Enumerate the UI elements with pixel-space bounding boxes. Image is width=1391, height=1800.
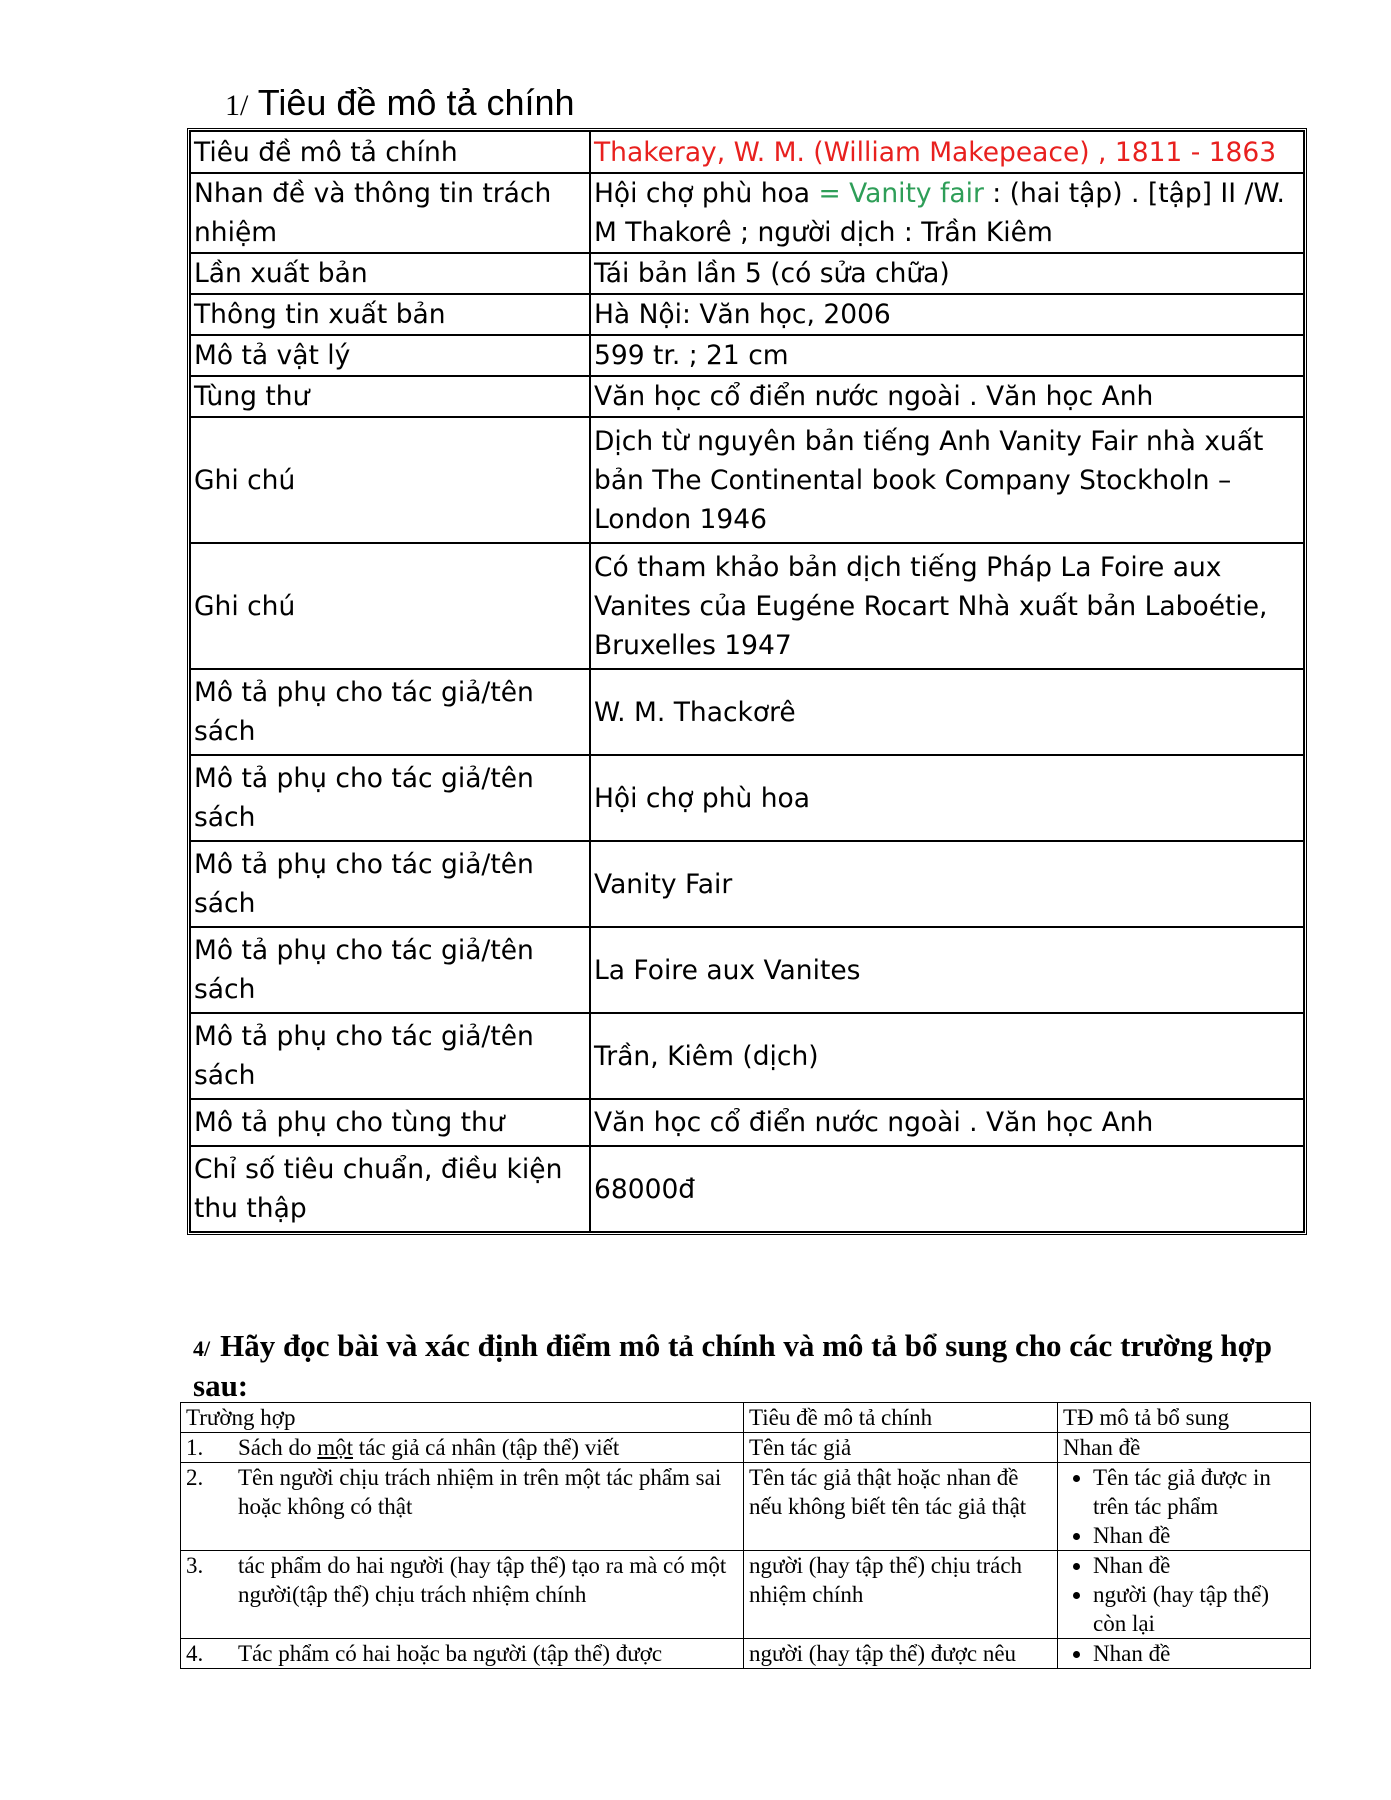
added-entry-cell <box>1058 1551 1311 1639</box>
table-row <box>190 669 1304 755</box>
case-text: Tác phẩm có hai hoặc ba người (tập thể) được <box>238 1641 663 1666</box>
main-heading-cell: Tên tác giả thật hoặc nhan đề nếu không biết tên tác giả thật <box>744 1463 1058 1551</box>
field-label: Ghi chú <box>190 417 590 543</box>
case-number: 1. <box>186 1435 204 1460</box>
field-value: Tái bản lần 5 (có sửa chữa) <box>590 253 1304 294</box>
field-value: Có tham khảo bản dịch tiếng Pháp La Foire aux Vanites của Eugéne Rocart Nhà xuất bản Laboétie, Bruxelles 1947 <box>590 543 1304 669</box>
section1-heading <box>225 82 575 124</box>
field-label: Thông tin xuất bản <box>190 294 590 335</box>
main-heading-cell: người (hay tập thể) được nêu <box>744 1639 1058 1669</box>
table-row <box>181 1433 1311 1463</box>
field-value: La Foire aux Vanites <box>590 927 1304 1013</box>
section1-number: 1/ <box>225 89 249 122</box>
field-value: 68000đ <box>590 1146 1304 1232</box>
list-item: • người (hay tập thể) còn lại <box>1093 1580 1306 1638</box>
case-cell <box>181 1463 744 1551</box>
added-entry-cell: Nhan đề <box>1058 1433 1311 1463</box>
column-header: TĐ mô tả bổ sung <box>1058 1403 1311 1433</box>
added-entry-cell <box>1058 1463 1311 1551</box>
table-row <box>190 1013 1304 1099</box>
field-label: Mô tả phụ cho tác giả/tên sách <box>190 755 590 841</box>
list-item: • Nhan đề <box>1093 1639 1306 1668</box>
column-header: Trường hợp <box>181 1403 744 1433</box>
table-row <box>190 173 1304 253</box>
list-item: • Nhan đề <box>1093 1521 1306 1550</box>
main-heading-cell: Tên tác giả <box>744 1433 1058 1463</box>
field-value: Hà Nội: Văn học, 2006 <box>590 294 1304 335</box>
section1-title: Tiêu đề mô tả chính <box>257 82 575 123</box>
title-parallel: = Vanity fair <box>818 178 984 209</box>
table-header-row <box>181 1403 1311 1433</box>
field-value-main-heading: Thakeray, W. M. (William Makepeace) , 1811 - 1863 <box>590 131 1304 173</box>
case-text <box>238 1433 739 1462</box>
field-label: Mô tả phụ cho tác giả/tên sách <box>190 841 590 927</box>
column-header: Tiêu đề mô tả chính <box>744 1403 1058 1433</box>
field-label: Tiêu đề mô tả chính <box>190 131 590 173</box>
case-text: tác phẩm do hai người (hay tập thể) tạo ra mà có một người(tập thể) chịu trách nhiệm chính <box>238 1553 727 1607</box>
field-label: Ghi chú <box>190 543 590 669</box>
section4-title: Hãy đọc bài và xác định điểm mô tả chính và mô tả bổ sung cho các trường hợp sau: <box>193 1328 1273 1403</box>
table-row <box>190 417 1304 543</box>
table-row <box>190 927 1304 1013</box>
field-label: Lần xuất bản <box>190 253 590 294</box>
case-cell <box>181 1639 744 1669</box>
field-value: Trần, Kiêm (dịch) <box>590 1013 1304 1099</box>
list-item: • Nhan đề <box>1093 1551 1306 1580</box>
case-number: 2. <box>186 1465 204 1490</box>
table-row <box>190 1099 1304 1146</box>
table-row <box>190 335 1304 376</box>
table-row <box>181 1551 1311 1639</box>
field-label: Nhan đề và thông tin trách nhiệm <box>190 173 590 253</box>
catalog-record-table <box>189 130 1305 1233</box>
added-entry-cell <box>1058 1639 1311 1669</box>
table-row <box>190 755 1304 841</box>
case-cell <box>181 1433 744 1463</box>
field-label: Chỉ số tiêu chuẩn, điều kiện thu thập <box>190 1146 590 1232</box>
case-number: 3. <box>186 1553 204 1578</box>
table-row <box>190 1146 1304 1232</box>
table-row <box>190 376 1304 417</box>
table-row <box>190 131 1304 173</box>
field-value: Văn học cổ điển nước ngoài . Văn học Anh <box>590 376 1304 417</box>
field-value: Văn học cổ điển nước ngoài . Văn học Anh <box>590 1099 1304 1146</box>
case-text-underlined: một <box>317 1435 353 1460</box>
list-item: • Tên tác giả được in trên tác phẩm <box>1093 1463 1306 1521</box>
cases-table <box>180 1402 1311 1669</box>
section4-heading <box>193 1327 1313 1404</box>
table-row <box>190 253 1304 294</box>
field-label: Mô tả vật lý <box>190 335 590 376</box>
main-heading-cell: người (hay tập thể) chịu trách nhiệm chính <box>744 1551 1058 1639</box>
field-label: Mô tả phụ cho tùng thư <box>190 1099 590 1146</box>
field-value: Hội chợ phù hoa <box>590 755 1304 841</box>
field-label: Tùng thư <box>190 376 590 417</box>
section4-number: 4/ <box>193 1336 211 1361</box>
table-row <box>190 841 1304 927</box>
field-value: W. M. Thackơrê <box>590 669 1304 755</box>
case-text-start: Sách do <box>238 1435 318 1460</box>
title-responsibility: : (hai tập) . [tập] II /W. M Thakorê ; người dịch : Trần Kiêm <box>594 178 1285 248</box>
field-label: Mô tả phụ cho tác giả/tên sách <box>190 669 590 755</box>
case-cell <box>181 1551 744 1639</box>
table-row <box>190 294 1304 335</box>
field-value-title <box>590 173 1304 253</box>
table-row <box>181 1639 1311 1669</box>
field-label: Mô tả phụ cho tác giả/tên sách <box>190 927 590 1013</box>
case-number: 4. <box>186 1641 204 1666</box>
field-value: Dịch từ nguyên bản tiếng Anh Vanity Fair nhà xuất bản The Continental book Company Stockholn – London 1946 <box>590 417 1304 543</box>
field-value: 599 tr. ; 21 cm <box>590 335 1304 376</box>
case-text: Tên người chịu trách nhiệm in trên một tác phẩm sai hoặc không có thật <box>238 1465 722 1519</box>
field-label: Mô tả phụ cho tác giả/tên sách <box>190 1013 590 1099</box>
case-text-end: tác giả cá nhân (tập thể) viết <box>353 1435 620 1460</box>
table-row <box>181 1463 1311 1551</box>
table-row <box>190 543 1304 669</box>
field-value: Vanity Fair <box>590 841 1304 927</box>
title-main: Hội chợ phù hoa <box>594 178 819 209</box>
